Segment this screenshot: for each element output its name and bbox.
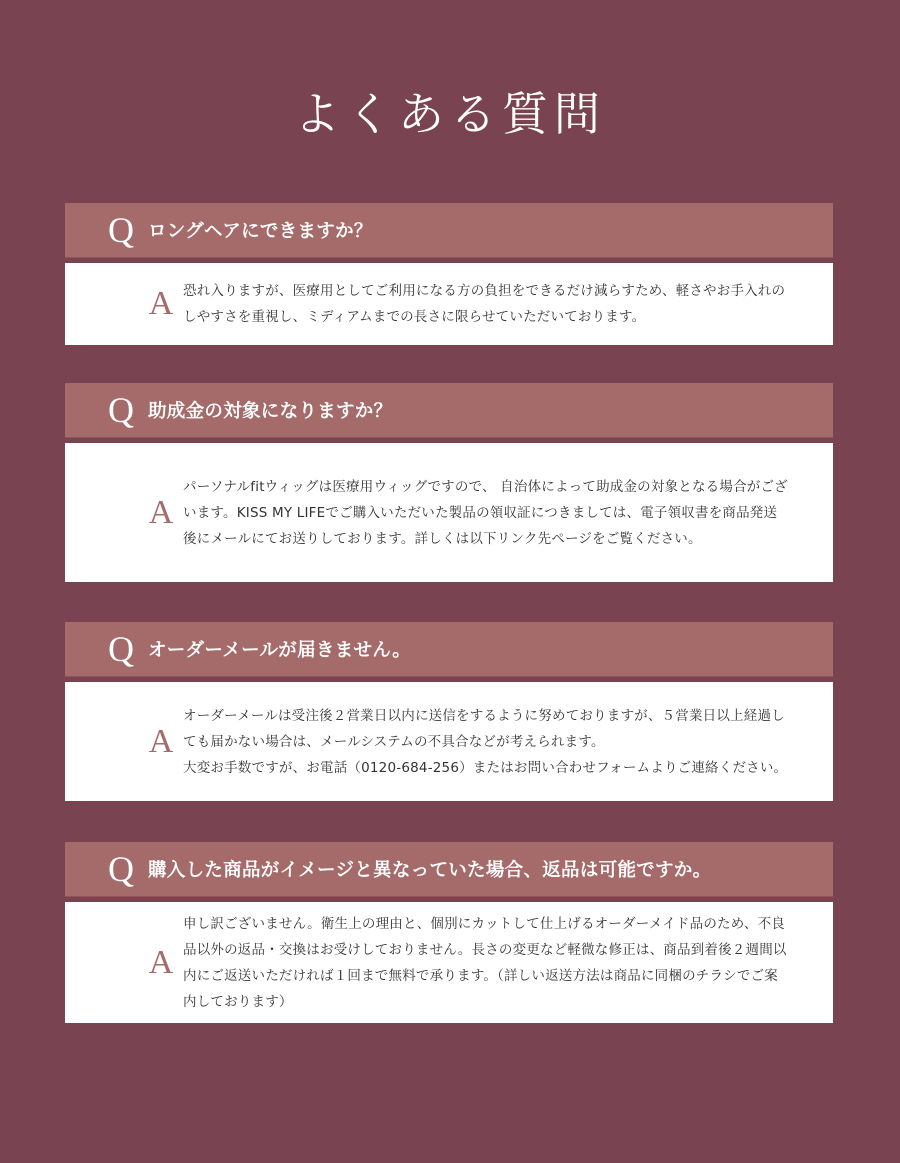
- question-bar[interactable]: [65, 383, 833, 438]
- answer-text: [183, 474, 789, 552]
- question-text: 助成金の対象になりますか？: [148, 401, 393, 422]
- q-mark: Q: [108, 390, 134, 430]
- answer-box: [65, 682, 833, 801]
- question-text: ロングヘアにできますか？: [148, 221, 373, 242]
- faq-item: [65, 842, 833, 1023]
- q-mark: Q: [108, 210, 134, 250]
- page-title: よくある質問: [294, 87, 606, 141]
- answer-text: [183, 703, 789, 781]
- faq-item: [65, 203, 833, 345]
- answer-box: [65, 443, 833, 582]
- answer-box: [65, 902, 833, 1023]
- question-text: オーダーメールが届きません。: [148, 640, 412, 661]
- question-bar[interactable]: [65, 203, 833, 258]
- a-mark: A: [148, 493, 174, 531]
- answer-paragraph: 恐れ入りますが、医療用としてご利用になる方の負担をできるだけ減らすため、軽さやお手入れのしやすさを重視し、ミディアムまでの長さに限らせていただいております。: [183, 283, 786, 325]
- a-mark: A: [148, 943, 174, 981]
- answer-text: [183, 911, 789, 1015]
- faq-item: [65, 383, 833, 582]
- answer-paragraph: 大変お手数ですが、お電話（0120-684-256）またはお問い合わせフォームよりご連絡ください。: [183, 759, 788, 776]
- q-mark: Q: [108, 629, 134, 669]
- question-bar[interactable]: [65, 842, 833, 897]
- answer-text: [183, 278, 789, 330]
- answer-paragraph: パーソナルfitウィッグは医療用ウィッグですので、 自治体によって助成金の対象となる場合がございます。KISS MY LIFEでご購入いただいた製品の領収証につきましては、電子領収書を商品発送後にメールにてお送りしております。詳しくは以下リンク先ページをご覧ください。: [183, 478, 788, 547]
- answer-box: [65, 263, 833, 345]
- a-mark: A: [148, 285, 174, 322]
- question-text: 購入した商品がイメージと異なっていた場合、返品は可能ですか。: [148, 860, 712, 881]
- question-bar[interactable]: [65, 622, 833, 677]
- q-mark: Q: [108, 849, 134, 889]
- faq-item: [65, 622, 833, 801]
- answer-paragraph: 申し訳ございません。衛生上の理由と、個別にカットして仕上げるオーダーメイド品のため、不良品以外の返品・交換はお受けしておりません。長さの変更など軽微な修正は、商品到着後２週間以内にご返送いただければ１回まで無料で承ります。（詳しい返送方法は商品に同梱のチラシでご案内しております）: [183, 915, 787, 1010]
- a-mark: A: [148, 722, 174, 760]
- answer-paragraph: オーダーメールは受注後２営業日以内に送信をするように努めておりますが、５営業日以上経過しても届かない場合は、メールシステムの不具合などが考えられます。: [183, 707, 785, 750]
